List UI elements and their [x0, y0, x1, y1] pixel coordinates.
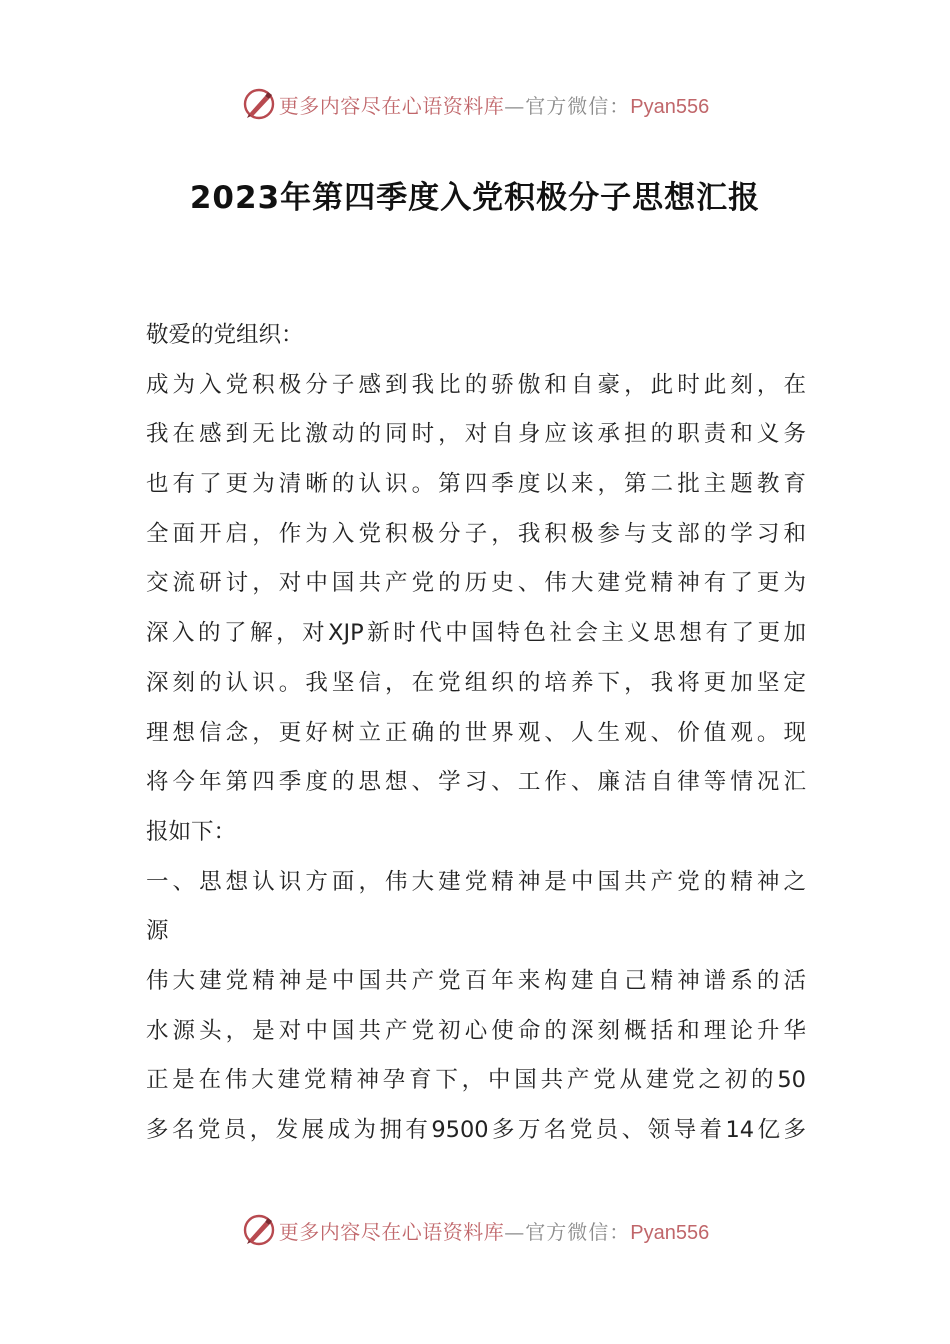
body-line: 正是在伟大建党精神孕育下，中国共产党从建党之初的50 — [146, 1067, 806, 1094]
pen-logo-icon — [241, 86, 277, 122]
watermark-sub-text: —官方微信： — [504, 93, 631, 118]
body-line: 深刻的认识。我坚信，在党组织的培养下，我将更加坚定 — [146, 669, 806, 696]
watermark-main-text: 更多内容尽在心语资料库 — [278, 93, 505, 118]
header-watermark — [0, 84, 950, 124]
body-line: 我在感到无比激动的同时，对自身应该承担的职责和义务 — [146, 421, 806, 448]
body-line: 源 — [146, 918, 169, 945]
body-line: 伟大建党精神是中国共产党百年来构建自己精神谱系的活 — [146, 967, 806, 994]
watermark-sub-text: —官方微信： — [504, 1219, 631, 1244]
document-title: 2023年第四季度入党积极分子思想汇报 — [189, 180, 761, 216]
watermark-main-text: 更多内容尽在心语资料库 — [278, 1219, 505, 1244]
body-line: 水源头，是对中国共产党初心使命的深刻概括和理论升华 — [146, 1017, 806, 1044]
document-body — [146, 311, 806, 1156]
body-line: 将今年第四季度的思想、学习、工作、廉洁自律等情况汇 — [146, 769, 806, 796]
body-line: 敬爱的党组织： — [146, 322, 304, 348]
body-line: 多名党员，发展成为拥有9500多万名党员、领导着14亿多 — [146, 1117, 806, 1143]
body-line: 深入的了解，对XJP新时代中国特色社会主义思想有了更加 — [146, 620, 806, 647]
body-line: 理想信念，更好树立正确的世界观、人生观、价值观。现 — [146, 719, 806, 746]
watermark-wechat-id: Pyan556 — [630, 95, 710, 118]
body-line: 报如下： — [146, 818, 237, 845]
pen-logo-icon — [241, 1212, 277, 1248]
body-line: 成为入党积极分子感到我比的骄傲和自豪，此时此刻，在 — [146, 371, 806, 398]
watermark-wechat-id: Pyan556 — [630, 1221, 710, 1244]
body-line: 一、思想认识方面，伟大建党精神是中国共产党的精神之 — [146, 868, 806, 895]
body-line: 也有了更为清晰的认识。第四季度以来，第二批主题教育 — [146, 471, 806, 498]
body-line: 全面开启，作为入党积极分子，我积极参与支部的学习和 — [146, 520, 806, 547]
watermark-text — [279, 1216, 709, 1245]
footer-watermark — [0, 1210, 950, 1250]
watermark-text — [279, 90, 709, 119]
body-line: 交流研讨，对中国共产党的历史、伟大建党精神有了更为 — [146, 570, 806, 597]
